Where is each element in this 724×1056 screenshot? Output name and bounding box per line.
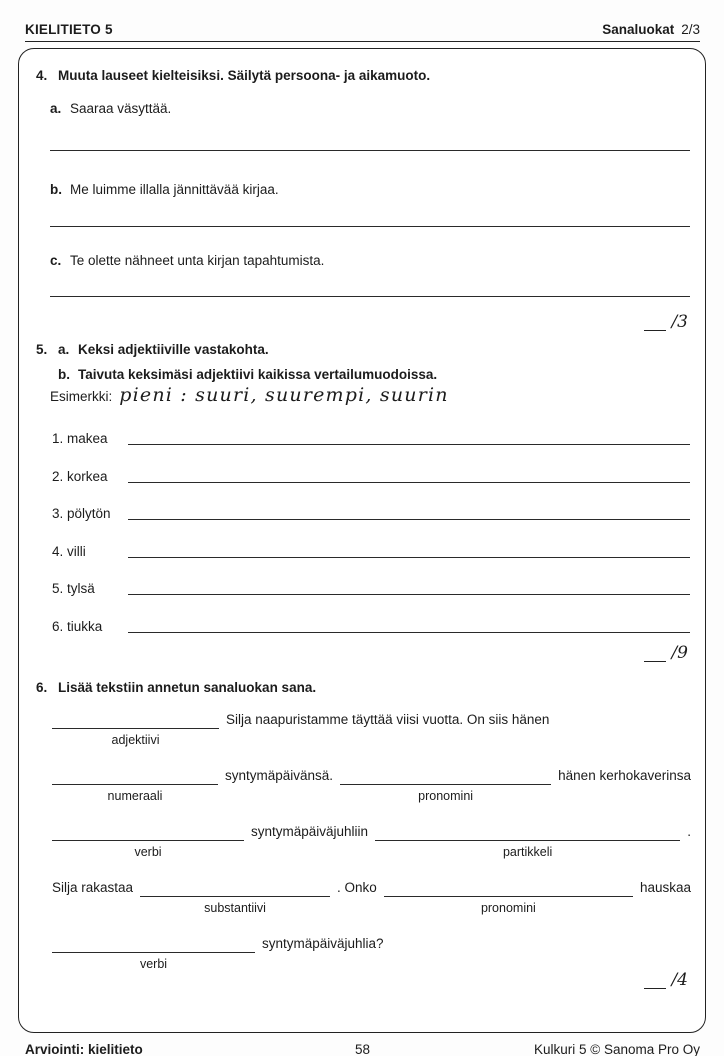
score-max-value: /4 <box>671 969 688 990</box>
part-letter: b. <box>58 367 70 382</box>
exercise5-part-b <box>36 367 691 382</box>
exercise6-title <box>36 680 691 695</box>
sentence-text: syntymäpäiväjuhlia? <box>262 935 384 951</box>
item-sentence: Te olette nähneet unta kirjan tapahtumista. <box>70 253 325 268</box>
blank-line[interactable] <box>52 711 219 729</box>
score-blank-line[interactable] <box>644 647 666 662</box>
word-label <box>52 431 128 447</box>
blank-line[interactable] <box>375 823 680 841</box>
word-label <box>52 619 128 635</box>
answer-line-5-3[interactable] <box>128 519 690 520</box>
exercise5-score <box>36 644 691 662</box>
item-letter: a. <box>50 101 62 116</box>
word-label <box>52 581 128 597</box>
answer-line-5-2[interactable] <box>128 482 690 483</box>
blank-line[interactable] <box>52 935 255 953</box>
fill-blank[interactable] <box>52 935 255 971</box>
fill-blank[interactable] <box>52 711 219 747</box>
footer-assessment-label: Arviointi: kielitieto <box>25 1042 143 1056</box>
section-name: Sanaluokat <box>602 22 675 37</box>
example-label: Esimerkki: <box>50 389 113 404</box>
score-max-value: /9 <box>671 642 688 663</box>
exercise5-number: 5. <box>36 342 48 357</box>
page-indicator: 2/3 <box>681 22 700 37</box>
word-class-label: verbi <box>134 844 162 859</box>
score-blank-line[interactable] <box>644 316 666 331</box>
blank-line[interactable] <box>384 879 633 897</box>
fill-blank[interactable] <box>375 823 680 859</box>
answer-line-5-6[interactable] <box>128 632 690 633</box>
word-text: pölytön <box>67 506 111 521</box>
word-class-label: adjektiivi <box>111 732 160 747</box>
answer-line-5-4[interactable] <box>128 557 690 558</box>
blank-line[interactable] <box>140 879 330 897</box>
fill-blank[interactable] <box>140 879 330 915</box>
word-class-label: partikkeli <box>502 844 553 859</box>
fill-blank[interactable] <box>52 767 218 803</box>
sentence-text: Silja naapuristamme täyttää viisi vuotta. On siis hänen <box>226 711 550 727</box>
word-number: 4. <box>52 543 64 559</box>
exercise5-example <box>50 384 691 412</box>
fill-blank[interactable] <box>52 823 244 859</box>
fill-row-2 <box>52 767 691 803</box>
answer-line-4a[interactable] <box>50 150 690 151</box>
part-instruction: Keksi adjektiiville vastakohta. <box>78 342 269 357</box>
word-text: makea <box>67 431 108 446</box>
word-label <box>52 506 128 522</box>
sentence-text: syntymäpäivänsä. <box>225 767 334 783</box>
word-label <box>52 544 128 560</box>
answer-line-4c[interactable] <box>50 296 690 297</box>
fill-blank[interactable] <box>384 879 633 915</box>
word-class-label: substantiivi <box>204 900 266 915</box>
exercise6-number: 6. <box>36 679 48 695</box>
sentence-text: syntymäpäiväjuhliin <box>251 823 369 839</box>
sentence-text: . Onko <box>337 879 377 895</box>
section-title <box>602 22 700 37</box>
exercise4-number: 4. <box>36 68 48 83</box>
part-instruction: Taivuta keksimäsi adjektiivi kaikissa vertailumuodoissa. <box>78 367 438 382</box>
blank-line[interactable] <box>52 823 244 841</box>
fill-blank[interactable] <box>340 767 551 803</box>
exercise4-title <box>36 68 691 83</box>
score-max-value: /3 <box>671 312 688 332</box>
word-number: 1. <box>52 431 64 446</box>
word-number: 6. <box>52 618 64 634</box>
sentence-text: hauskaa <box>639 879 691 895</box>
word-list-item <box>52 465 691 485</box>
fill-row-4 <box>52 879 691 915</box>
score-blank-line[interactable] <box>644 974 666 989</box>
exercise6-instruction: Lisää tekstiin annetun sanaluokan sana. <box>58 679 317 695</box>
footer-copyright: Kulkuri 5 © Sanoma Pro Oy <box>533 1042 700 1056</box>
blank-line[interactable] <box>340 767 551 785</box>
exercise4-score <box>36 313 691 331</box>
word-list-item <box>52 540 691 560</box>
word-text: tiukka <box>67 618 103 634</box>
fill-row-5 <box>52 935 691 971</box>
fill-row-3 <box>52 823 691 859</box>
exercise5-part-a <box>36 342 691 357</box>
header-divider <box>25 41 700 42</box>
sentence-text: Silja rakastaa <box>52 879 134 895</box>
item-sentence: Saaraa väsyttää. <box>70 101 172 116</box>
word-class-label: verbi <box>139 956 168 971</box>
item-sentence: Me luimme illalla jännittävää kirjaa. <box>70 182 279 197</box>
word-number: 3. <box>52 506 64 521</box>
sentence-text: hänen kerhokaverinsa <box>558 767 691 783</box>
item-letter: c. <box>50 253 62 268</box>
worksheet-frame <box>18 48 706 1033</box>
sentence-text: . <box>687 823 691 839</box>
exercise6-score <box>36 971 691 989</box>
word-list-item <box>52 502 691 522</box>
blank-line[interactable] <box>52 767 218 785</box>
example-handwriting: pieni : suuri, suurempi, suurin <box>119 384 449 406</box>
word-class-label: pronomini <box>480 900 536 915</box>
word-list-item <box>52 615 691 635</box>
word-number: 2. <box>52 468 64 484</box>
word-list-item <box>52 577 691 597</box>
answer-line-5-1[interactable] <box>128 444 690 445</box>
word-text: villi <box>67 543 86 559</box>
exercise4-instruction: Muuta lauseet kielteisiksi. Säilytä persoona- ja aikamuoto. <box>58 68 431 83</box>
word-text: korkea <box>67 468 108 484</box>
item-letter: b. <box>50 182 62 197</box>
exercise4-item-b <box>50 182 691 197</box>
page-number: 58 <box>354 1042 371 1056</box>
fill-row-1 <box>52 711 691 747</box>
exercise4-item-c <box>50 253 691 268</box>
word-class-label: numeraali <box>107 788 163 803</box>
book-title: KIELITIETO 5 <box>25 22 113 37</box>
page-footer <box>25 1042 700 1056</box>
word-list-item <box>52 427 691 447</box>
word-text: tylsä <box>67 581 95 596</box>
answer-line-4b[interactable] <box>50 226 690 227</box>
word-label <box>52 469 128 485</box>
part-letter: a. <box>58 342 70 357</box>
page-header <box>0 0 724 37</box>
word-number: 5. <box>52 581 64 596</box>
answer-line-5-5[interactable] <box>128 594 690 595</box>
exercise4-item-a <box>50 101 691 116</box>
word-class-label: pronomini <box>418 788 474 803</box>
